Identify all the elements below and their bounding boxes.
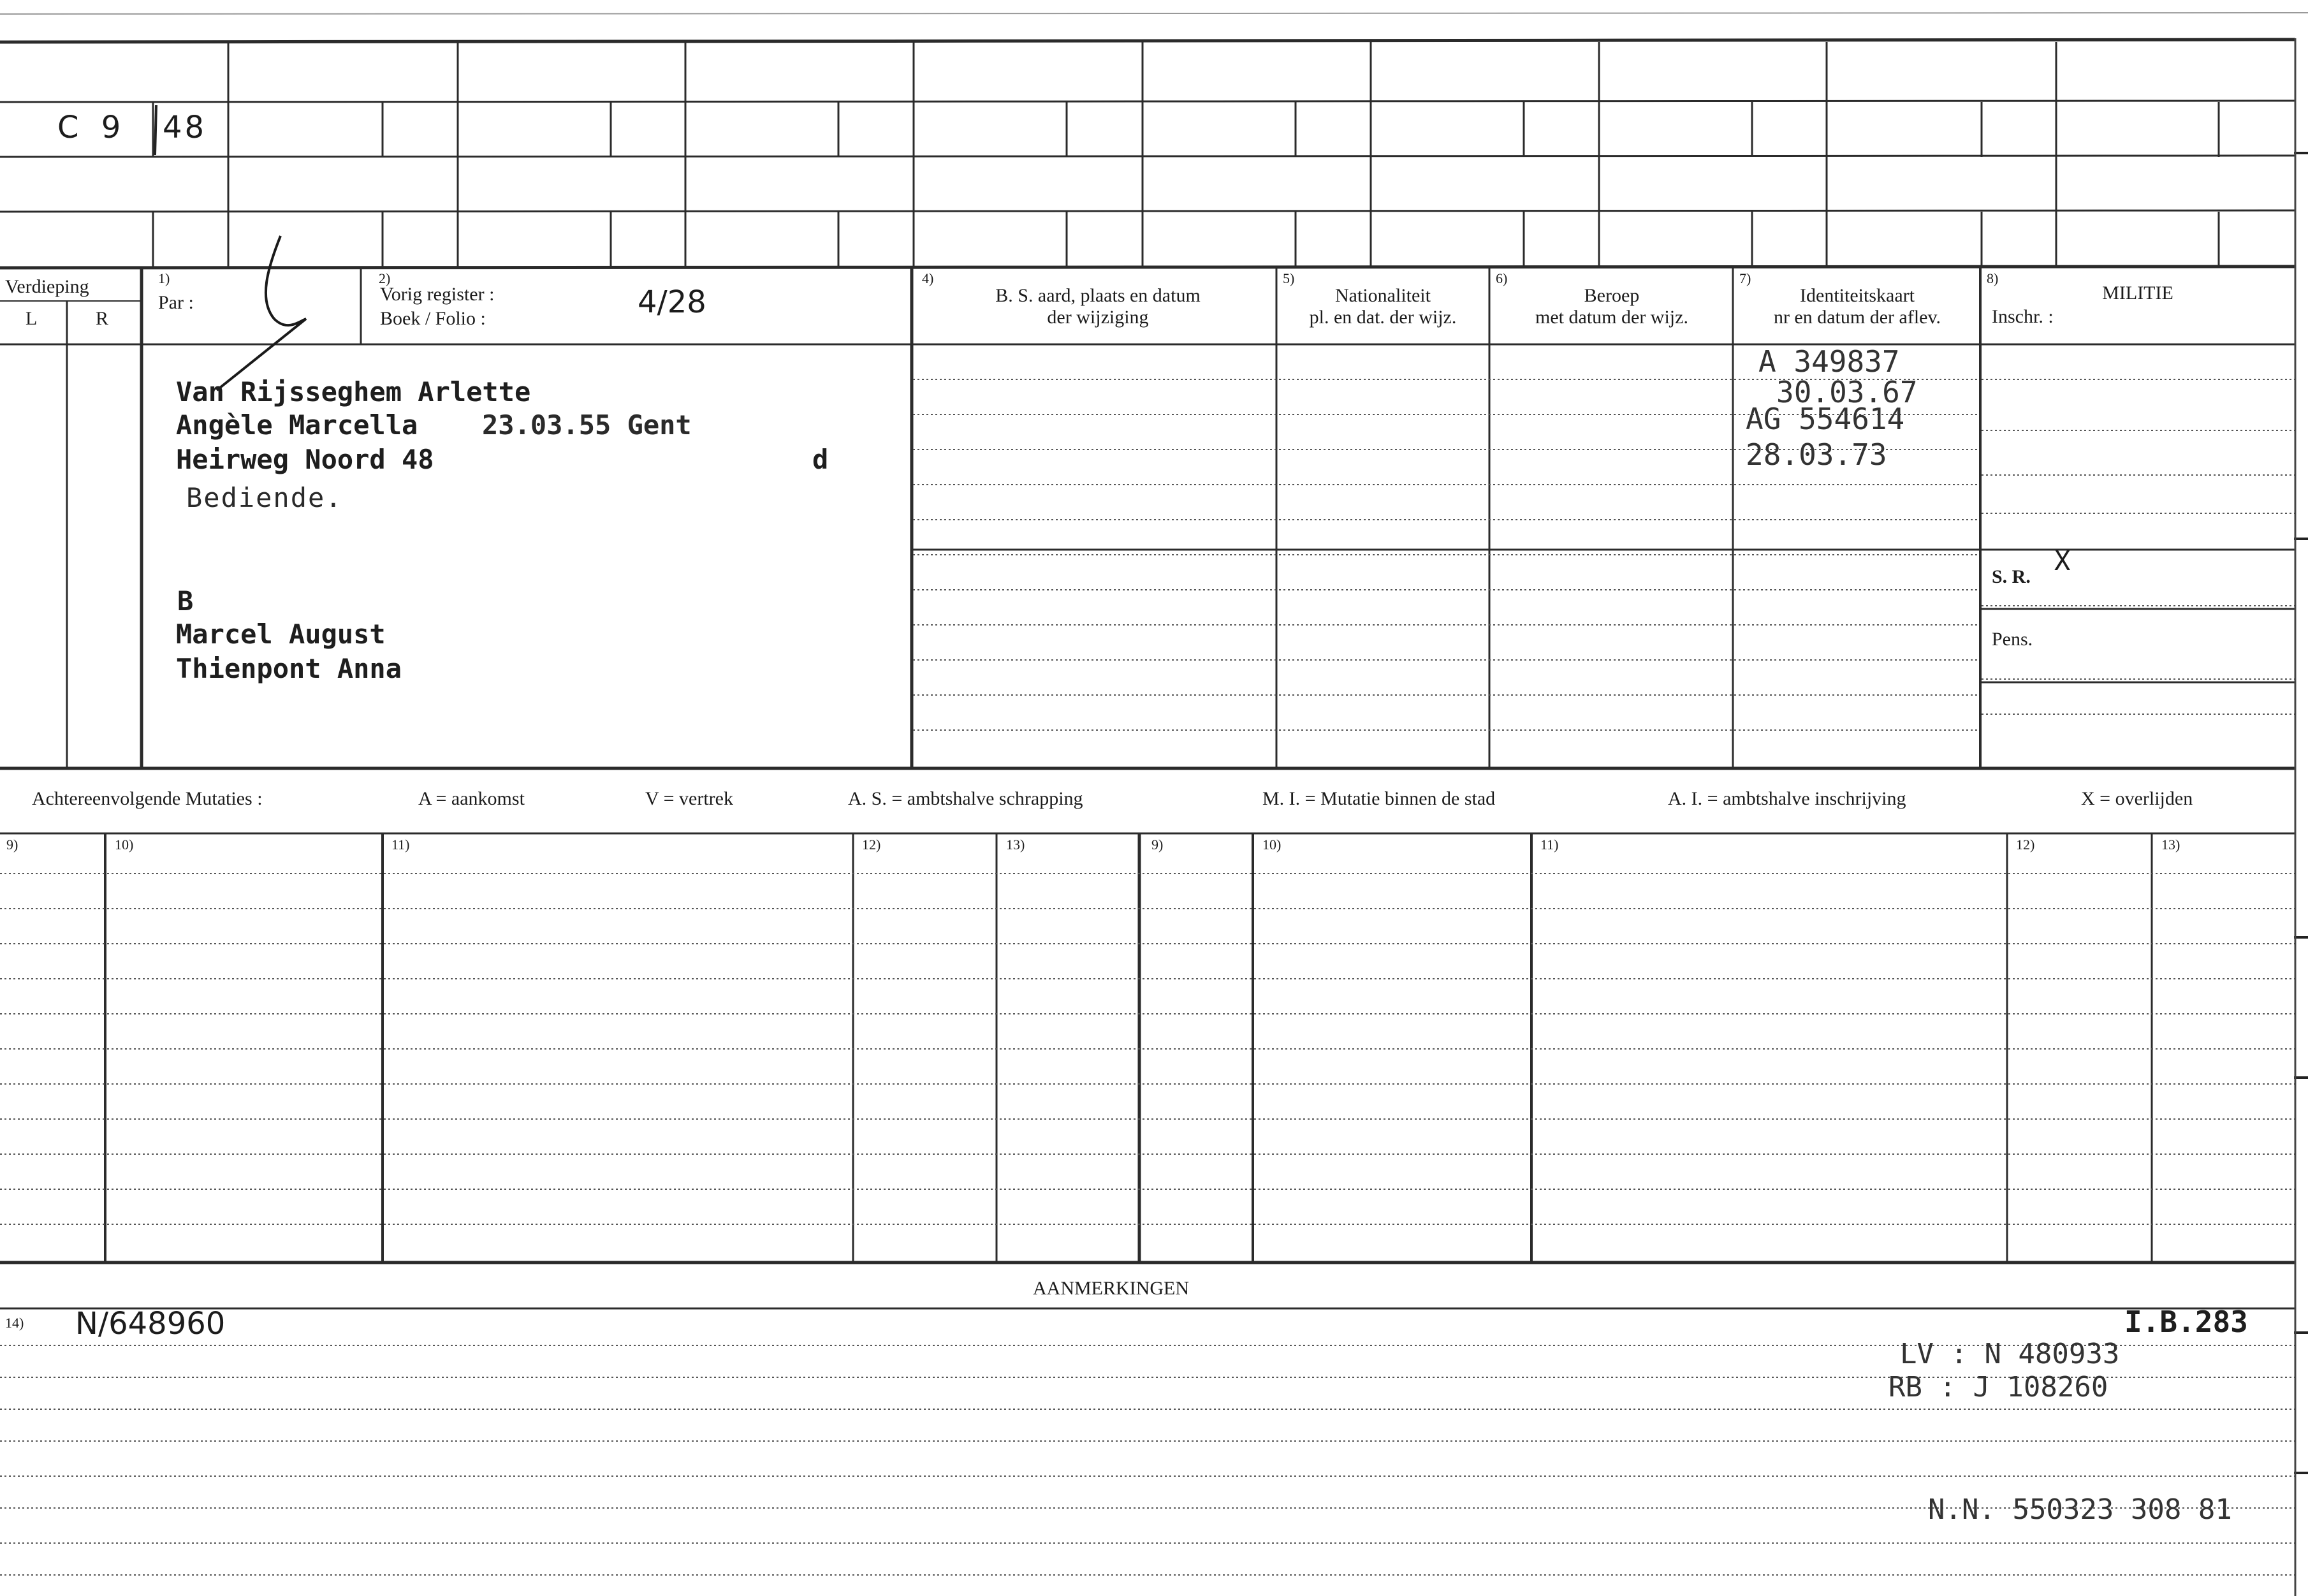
beroep-header: Beroep: [1584, 285, 1640, 306]
person-occupation: Bediende.: [186, 482, 343, 513]
remarks-reference: I.B.283: [2124, 1305, 2248, 1339]
mutation-col-number: 13): [2161, 837, 2180, 853]
col8-number: 8): [1987, 270, 1999, 286]
identiteitskaart-header: Identiteitskaart: [1800, 285, 1915, 306]
legend-item-ambtshalve-inschrijving: A. I. = ambtshalve inschrijving: [1668, 788, 1906, 809]
person-marker: d: [812, 444, 829, 475]
beroep-subheader: met datum der wijz.: [1535, 307, 1688, 328]
nationaliteit-subheader: pl. en dat. der wijz.: [1309, 307, 1457, 328]
sr-label: S. R.: [1992, 566, 2031, 587]
legend-item-aankomst: A = aankomst: [418, 788, 525, 809]
legend-item-ambtshalve-schrapping: A. S. = ambtshalve schrapping: [848, 788, 1083, 809]
col4-number: 4): [922, 270, 934, 286]
col7-number: 7): [1739, 270, 1751, 286]
bs-header-line1: B. S. aard, plaats en datum: [995, 285, 1201, 306]
mutation-col-number: 9): [1151, 837, 1164, 853]
legend-item-mutatie: M. I. = Mutatie binnen de stad: [1262, 788, 1496, 809]
pens-label: Pens.: [1992, 629, 2033, 650]
nationaliteit-header: Nationaliteit: [1335, 285, 1431, 306]
remarks-file-number: N/648960: [75, 1306, 226, 1342]
id-card2-number: AG 554614: [1746, 402, 1905, 436]
verdieping-label: Verdieping: [5, 276, 89, 297]
legend-item-overlijden: X = overlijden: [2081, 788, 2193, 809]
par-label: Par :: [158, 292, 194, 313]
vorig-register-label: Vorig register :: [380, 284, 495, 305]
top-code-right: 48: [163, 110, 207, 145]
identiteitskaart-subheader: nr en datum der aflev.: [1773, 307, 1941, 328]
mutation-col-number: 10): [115, 837, 134, 853]
bs-header-line2: der wijziging: [1047, 307, 1149, 328]
mother-name: Thienpont Anna: [176, 653, 402, 684]
father-name: Marcel August: [176, 619, 386, 650]
inschr-label: Inschr. :: [1992, 306, 2054, 327]
col1-number: 1): [158, 270, 170, 286]
top-code-left: C 9: [57, 110, 128, 145]
id-card1-number: A 349837: [1758, 344, 1900, 379]
legend-item-vertrek: V = vertrek: [645, 788, 733, 809]
person-birth: 23.03.55 Gent: [482, 409, 692, 441]
remarks-title: AANMERKINGEN: [1033, 1278, 1189, 1299]
mutation-col-number: 12): [862, 837, 881, 853]
parent-marker: B: [177, 585, 194, 617]
mutation-col-number: 12): [2016, 837, 2035, 853]
col6-number: 6): [1496, 270, 1508, 286]
mutation-col-number: 13): [1006, 837, 1025, 853]
mutation-col-number: 9): [6, 837, 18, 853]
remarks-nn: N.N. 550323 308 81: [1928, 1493, 2232, 1526]
col5-number: 5): [1283, 270, 1295, 286]
sr-value: X: [2054, 545, 2071, 576]
remarks-col-number: 14): [5, 1315, 24, 1331]
verdieping-r-label: R: [96, 308, 109, 329]
person-given-names: Angèle Marcella: [176, 409, 418, 441]
legend-title: Achtereenvolgende Mutaties :: [32, 788, 263, 809]
militie-header: MILITIE: [2102, 282, 2173, 304]
handwritten-arrow: [217, 236, 306, 390]
mutation-col-number: 11): [1540, 837, 1559, 853]
person-name: Van Rijsseghem Arlette: [176, 376, 531, 407]
col2-number: 2): [379, 270, 391, 286]
verdieping-l-label: L: [26, 308, 38, 329]
boek-folio-label: Boek / Folio :: [380, 308, 486, 329]
code-separator-stroke: [150, 105, 163, 156]
person-address: Heirweg Noord 48: [176, 444, 434, 475]
id-card1-date: 30.03.67: [1776, 375, 1918, 409]
mutation-col-number: 11): [391, 837, 410, 853]
remarks-rb: RB : J 108260: [1888, 1371, 2108, 1403]
mutation-col-number: 10): [1262, 837, 1282, 853]
boek-folio-value: 4/28: [638, 284, 706, 320]
remarks-lv: LV : N 480933: [1900, 1338, 2120, 1370]
id-card2-date: 28.03.73: [1746, 437, 1887, 472]
